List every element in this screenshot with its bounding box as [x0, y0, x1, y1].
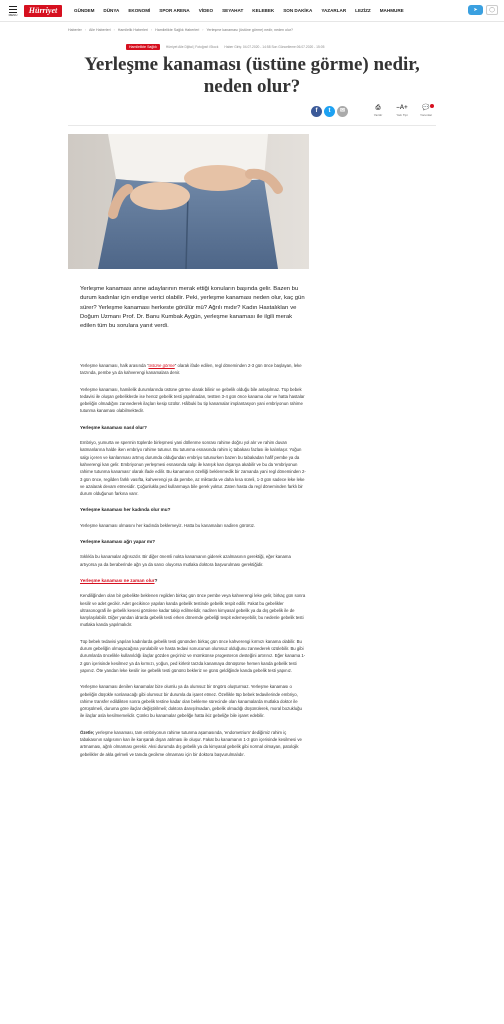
top-bar	[0, 0, 504, 22]
comments-label: Yorumlar	[420, 113, 432, 117]
breadcrumb-item[interactable]: Aile Haberleri	[89, 28, 111, 32]
nav-item-kelebek[interactable]: KELEBEK	[252, 8, 275, 13]
font-size-icon: –A+	[396, 105, 408, 111]
paragraph: Yerleşme kanaması, hamilelik durumlarında üstüne görme olarak bilinir ve gebelik olduğu bile anlaşılmaz. Tüp bebek tedavisi ile oluşan gebeliklerde ise henüz gebelik testi yapılmadan, testten 3-4 gün önce kanama olur ve hatta hastalar gebeliğin olmadığını zannederek ilaçları kesip üzülür. Hâlbuki bu tip kanamalar implantasyon yani embriyonun rahime tutunma kanaması olabilmektedir.	[80, 386, 305, 414]
author-info: Hürriyet Aile Dijital | Fotoğraf: iStock	[165, 45, 219, 49]
paragraph: Kendiliğinden olan bir gebelikte beklenen regilden birkaç gün önce pembe veya kahverengi leke gelir, birkaç gün sonra kesilir ve adet gecikir. Adet gecikince yapılan kanda gebelik testinde gebelik tespit edilir. Fakat bu gebelikler ultrasonografi ile gebelik kesesi görülene kadar takip edilmelidir, nadiren kimyasal gebelik ya da dış gebelik ile de karşılaşılabilir. Diğer yandan idrarda gebelik testi erken dönemde gebeliği tespit edemeyebilir, bu nedenle gebelik testi mutlaka kanda yapılmalıdır.	[80, 593, 306, 628]
hero-image	[68, 134, 309, 269]
section-heading: Yerleşme kanaması her kadında olur mu?	[80, 507, 171, 513]
nav-item-seyahat[interactable]: SEYAHAT	[222, 8, 244, 13]
breadcrumb-item[interactable]: Hamilelik Haberleri	[117, 28, 148, 32]
notification-dot	[430, 104, 434, 108]
keyword-link[interactable]: üstüne görme	[148, 363, 175, 368]
nav-item-spor-arena[interactable]: SPOR ARENA	[159, 8, 190, 13]
paragraph: Yerleşme kanaması olmasını her kadında beklemeyiz. Hatta bu kanamaları nadiren görürüz.	[80, 522, 256, 528]
login-button[interactable]	[486, 5, 498, 15]
paragraph: Embriyo, yumurta ve spermin tüplerde birleşmesi yani döllenme sonrası rahime doğru yol alır ve rahim duvarı katmanlarına halde iken embriyo rahime tutunur. Bu tutunma esnasında rahim iç tabakası fazlası ile kalınlaşır. Yoğun salgı içeren ve kanlanması artmış durumda olduğundan embriyo tutunurken bazen bu tabakadan hafif pembe ya da kahverengi kan gelir. Embriyonun yerleşmesi esnasında salgı ile karışık kan dışarıya akabilir ve bu da 'embriyonun rahime tutunma kanaması' olarak ifade edilir. Bu kanamanın özelliği beklenmedik bir zamanda yani regl döneminden 2-3 gün önce, regilden farklı vasıfta, kahverengi ya da pembe, az miktarda ve daha kısa süreli, 1-3 gün sadece leke leke ve azalarak devam etmesidir. Çoğunlukla ped kullanmaya bile gerek yoktur. Zaten hasta da regl döneminden farklı bir durum olduğunun farkına varır.	[80, 440, 306, 497]
comment-icon: 💬	[422, 105, 430, 111]
twitter-share-icon[interactable]: t	[324, 106, 335, 117]
print-icon: ⎙	[375, 105, 381, 111]
breadcrumb-current: Yerleşme kanaması (üstüne görme) nedir, neden olur?	[206, 28, 294, 32]
facebook-share-icon[interactable]: f	[311, 106, 322, 117]
nav-item-ekonomi[interactable]: EKONOMİ	[128, 8, 151, 13]
hamburger-icon	[9, 6, 17, 7]
divider	[68, 125, 436, 126]
nav-item-son-dakika[interactable]: SON DAKİKA	[283, 8, 313, 13]
section-heading-link[interactable]: Yerleşme kanaması ne zaman olur	[80, 577, 155, 583]
print-label: Yazdır	[373, 113, 383, 117]
article-tools	[366, 104, 438, 117]
menu-label: MENU	[8, 12, 18, 17]
font-size-button[interactable]	[390, 104, 414, 117]
nav-item-video[interactable]: VİDEO	[198, 8, 214, 13]
category-badge[interactable]: Hamilelikte Sağlık	[126, 44, 160, 50]
menu-button[interactable]	[4, 5, 22, 17]
user-icon: ◯	[489, 7, 495, 13]
paragraph: Yerleşme kanaması denilen kanamalar bize olumlu ya da olumsuz bir öngörü oluşturmaz. Yerleşme kanaması o gebeliğin düşükle sonlanacağı gibi olumsuz bir durumla da işaret etmez. Özellikle tüp bebek tedavilerinde embriyo, rahime transfer edildikten sonra gebelik testine kadar olan bekleme sürecinde olan kanamalarda mutlaka doktor ile görüşülmeli, duruma göre ilaçlar değiştirilmeli; doktora danışılmadan, gebelik olmadığı düşünülerek, moral bozukluğu ile ilaçlar asla kesilmemelidir. Çünkü bu kanamalar gebeliğe hatta ikiz gebeliğe bile işaret edebilir.	[80, 684, 302, 719]
breadcrumb-item[interactable]: Hamilelikte Sağlık Haberleri	[155, 28, 200, 32]
paragraph: Sıklıkla bu kanamalar ağrısızdır. Bir diğer önemli nokta kanamanın giderek azalmasının gerektiği, eğer kanama artıyorsa ya da beraberinde ağrı ya da sancı oluyorsa mutlaka doktora başvurulması gerektiğidir.	[80, 554, 291, 567]
nav-item-yazarlar[interactable]: YAZARLAR	[321, 8, 347, 13]
nav-item-gundem[interactable]: GÜNDEM	[74, 8, 95, 13]
nav-item-mahmure[interactable]: MAHMURE	[379, 8, 404, 13]
share-buttons	[311, 106, 350, 117]
section-heading: Yerleşme kanaması ağrı yapar mı?	[80, 539, 156, 545]
article-lead: Yerleşme kanaması anne adaylarının merak ettiği konuların başında gelir. Bazen bu durum kadınlar için endişe verici olabilir. Peki, yerleşme kanaması neden olur, kaç gün sürer? Yerleşme kanaması herkeste görülür mü? Ağrılı mıdır? Kadın Hastalıkları ve Doğum Uzmanı Prof. Dr. Banu Kumbak Aygün, yerleşme kanaması ile ilgili merak edilen tüm bu sorulara yanıt verdi.	[80, 286, 305, 330]
hero-illustration	[68, 134, 309, 269]
nav-item-dunya[interactable]: DÜNYA	[103, 8, 120, 13]
main-nav	[74, 8, 413, 13]
font-size-label: Yazı Tipi	[396, 113, 408, 117]
site-logo[interactable]: Hürriyet	[24, 5, 62, 17]
breadcrumb-item[interactable]: Haberler	[68, 28, 82, 32]
section-heading: Yerleşme kanaması ne zaman olur?	[80, 577, 158, 583]
publish-dates: Haber Giriş: 04.07.2020 - 14:58 Son Güncelleme:06.07.2020 - 15:05	[224, 45, 325, 49]
nav-item-lezizz[interactable]: LEZİZZ	[355, 8, 371, 13]
comments-button[interactable]	[414, 104, 438, 117]
breadcrumb: Haberler › Aile Haberleri › Hamilelik Haberleri › Hamilelikte Sağlık Haberleri › Yerleşme kanaması (üstüne görme) nedir, neden olur?	[68, 28, 294, 32]
article-meta	[126, 44, 330, 50]
mail-share-icon[interactable]: ✉	[337, 106, 348, 117]
section-heading: Yerleşme kanaması nasıl olur?	[80, 424, 147, 430]
send-icon: ➤	[473, 7, 478, 13]
paragraph: Özetle; yerleşme kanaması, tam embriyonun rahime tutunma aşamasında, 'endometrium' dediğimiz rahim iç tabakasının salgısının kan ile karışarak dışarı atılması ile oluşur. Fakat bu kanamanın 1-3 gün içerisinde kesilmesi ve artmaması, ağrılı olmaması gerekir. Aksi durumda dış gebelik ya da kimyasal gebelik gibi normal olmayan, patolojik gebelikler de akla gelmeli ve tanıda gecikme olmaması için bir doktora başvurulmalıdır.	[80, 729, 302, 757]
article-body	[80, 362, 306, 767]
paragraph: Tüp bebek tedavisi yapılan kadınlarda gebelik testi gününden birkaç gün önce kahverengi kırmızı kanama olabilir. Bu durum gebeliğin olmayacağına yorulabilir ve hasta tedavi sonucunun olumsuz olduğunu zannederek üzülebilir. Bu gibi durumlarda öncelikle kullanıldığı ilaçlar gözden geçiriniz ve mümkünse progesteron desteğini artırınız. Eğer kanama 1-2 gün içerisinde kesilmez ya da kırmızı, yoğun, ped kirletir tarzda kanamaya dönüşürse hemen kanda gebelik testi yapınız. Öte yandan leke kesilir ise gebelik testi gününü bekleriz ve günü geldiğinde kanda gebelik testi yapınız.	[80, 638, 306, 673]
print-button[interactable]	[366, 104, 390, 117]
paragraph: Yerleşme kanaması, halk arasında "üstüne görme" olarak ifade edilen, regl döneminden 2-3 gün önce başlayan, leke tarzında, pembe ya da kahverengi kanamalara denir.	[80, 363, 302, 376]
page-title: Yerleşme kanaması (üstüne görme) nedir, neden olur?	[84, 54, 420, 97]
telegram-button[interactable]	[468, 5, 483, 15]
